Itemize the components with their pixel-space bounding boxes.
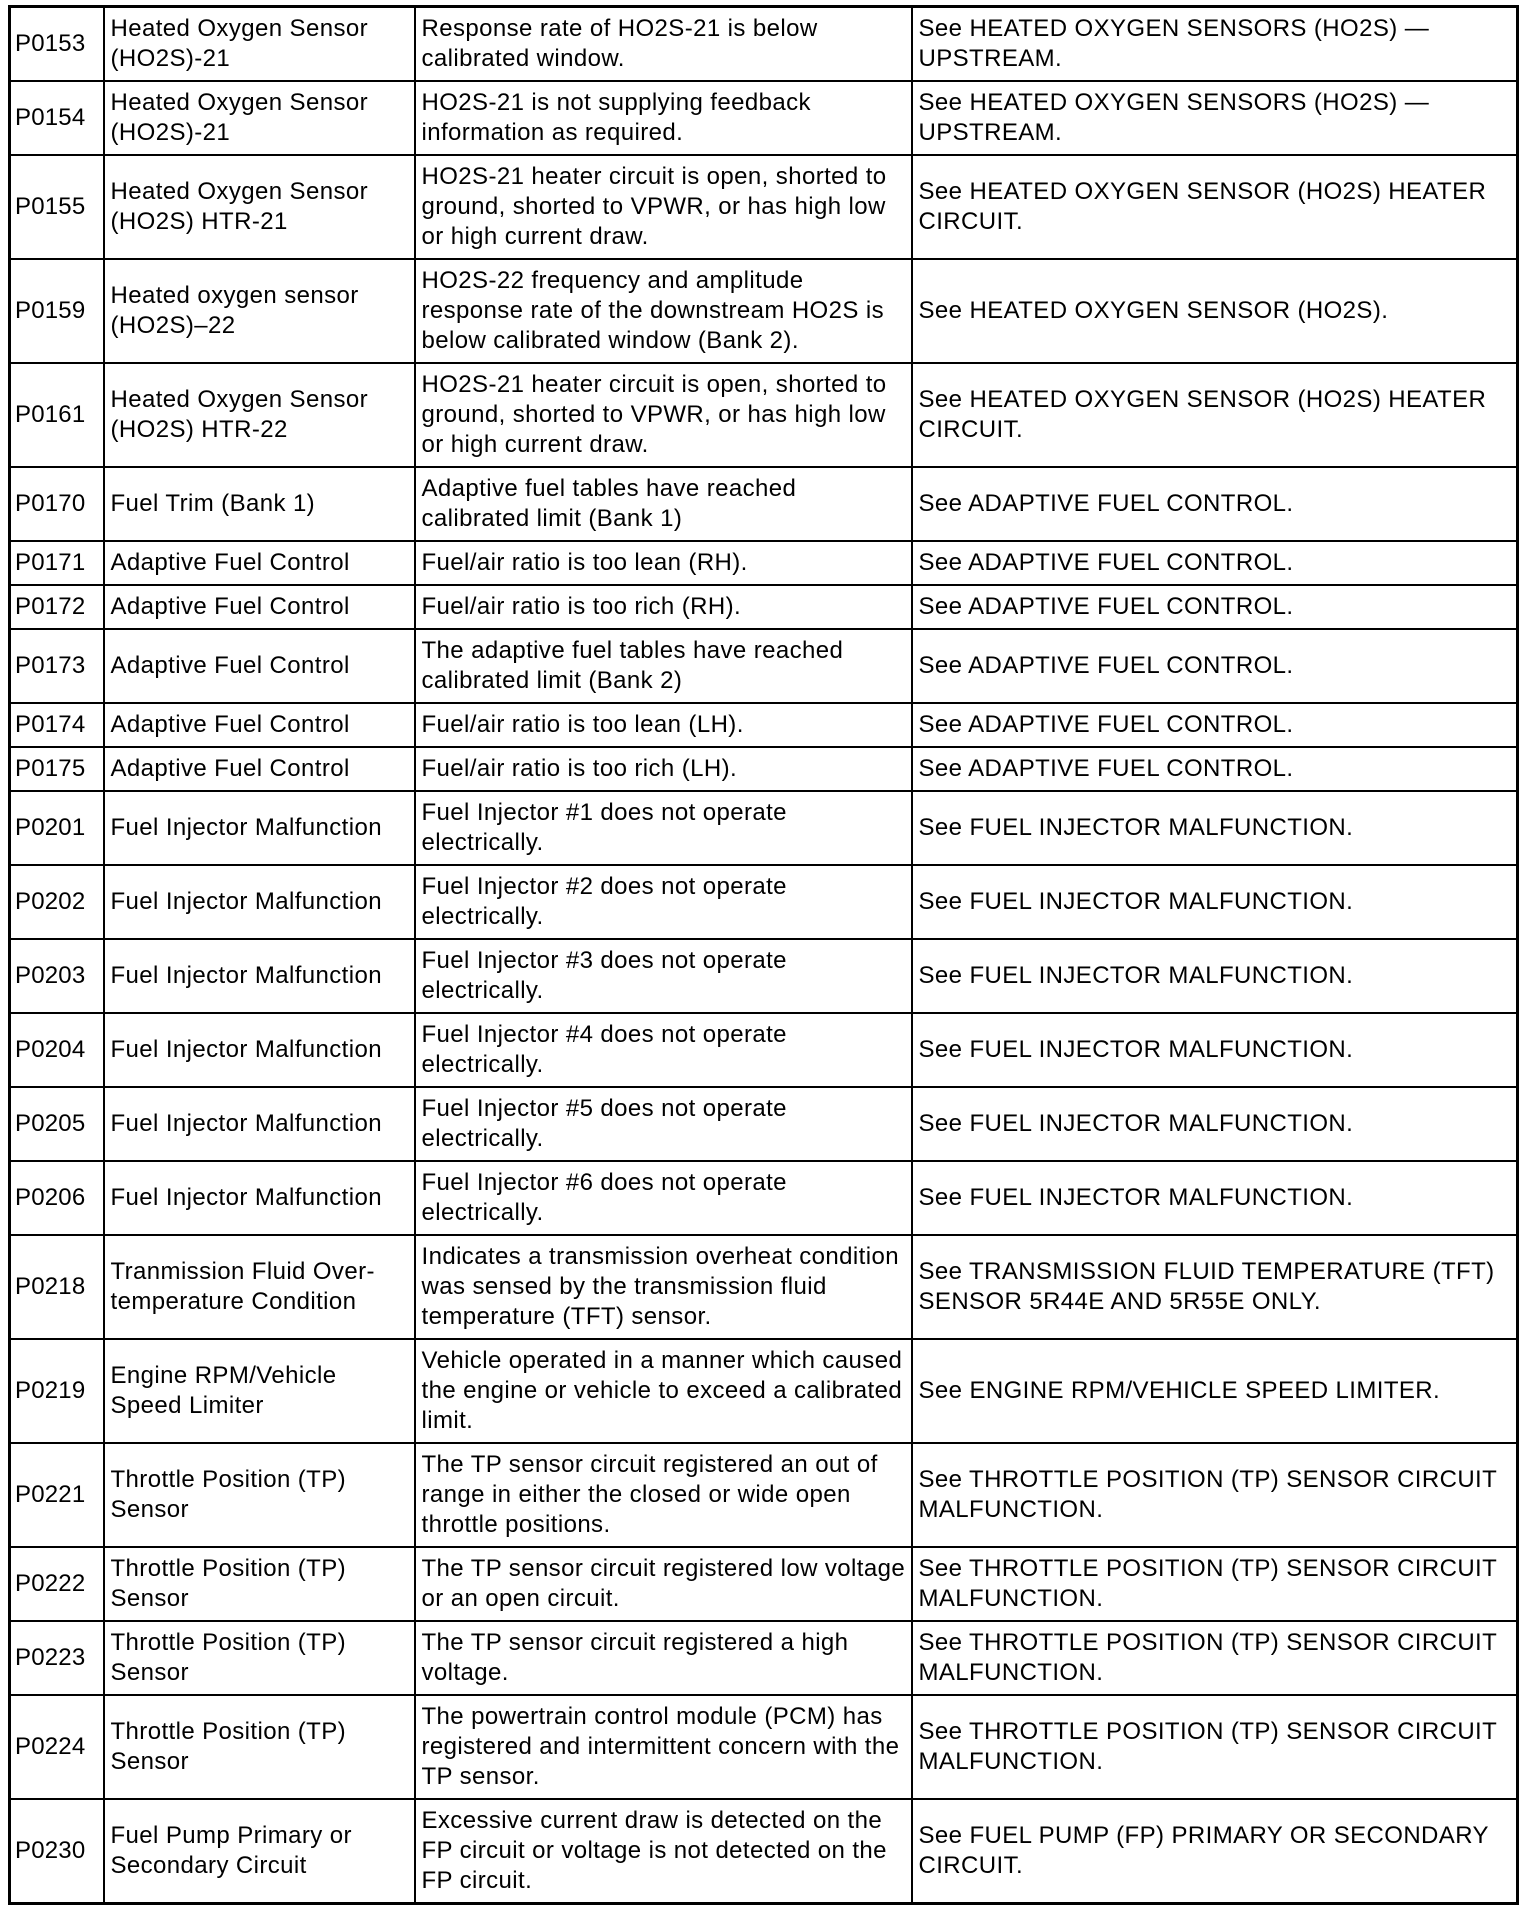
table-row [10,939,1518,1013]
table-row [10,81,1518,155]
dtc-code-cell: P0222 [10,1547,104,1621]
dtc-name-cell: Throttle Position (TP) Sensor [104,1695,415,1799]
table-row [10,155,1518,259]
dtc-name-cell: Adaptive Fuel Control [104,703,415,747]
dtc-action-cell: See FUEL PUMP (FP) PRIMARY OR SECONDARY CIRCUIT. [912,1799,1518,1904]
dtc-name-cell: Heated oxygen sensor (HO2S)–22 [104,259,415,363]
dtc-condition-cell: Fuel Injector #4 does not operate electrically. [415,1013,912,1087]
dtc-action-cell: See HEATED OXYGEN SENSORS (HO2S) — UPSTREAM. [912,81,1518,155]
dtc-condition-cell: Fuel/air ratio is too rich (RH). [415,585,912,629]
table-row [10,585,1518,629]
dtc-condition-cell: Fuel Injector #1 does not operate electrically. [415,791,912,865]
dtc-code-cell: P0173 [10,629,104,703]
dtc-condition-cell: The TP sensor circuit registered a high voltage. [415,1621,912,1695]
table-row [10,747,1518,791]
dtc-code-cell: P0204 [10,1013,104,1087]
dtc-condition-cell: The powertrain control module (PCM) has registered and intermittent concern with the TP sensor. [415,1695,912,1799]
table-row [10,1235,1518,1339]
dtc-code-cell: P0205 [10,1087,104,1161]
dtc-code-cell: P0221 [10,1443,104,1547]
dtc-code-cell: P0206 [10,1161,104,1235]
table-row [10,467,1518,541]
dtc-name-cell: Fuel Injector Malfunction [104,939,415,1013]
table-row [10,1013,1518,1087]
dtc-action-cell: See FUEL INJECTOR MALFUNCTION. [912,1013,1518,1087]
table-row [10,865,1518,939]
dtc-condition-cell: The TP sensor circuit registered an out of range in either the closed or wide open throttle positions. [415,1443,912,1547]
dtc-action-cell: See HEATED OXYGEN SENSOR (HO2S) HEATER CIRCUIT. [912,363,1518,467]
dtc-code-cell: P0170 [10,467,104,541]
dtc-action-cell: See ADAPTIVE FUEL CONTROL. [912,585,1518,629]
dtc-action-cell: See HEATED OXYGEN SENSORS (HO2S) — UPSTREAM. [912,7,1518,82]
dtc-name-cell: Heated Oxygen Sensor (HO2S) HTR-22 [104,363,415,467]
dtc-code-cell: P0172 [10,585,104,629]
table-row [10,1161,1518,1235]
dtc-condition-cell: Response rate of HO2S-21 is below calibrated window. [415,7,912,82]
dtc-condition-cell: The adaptive fuel tables have reached calibrated limit (Bank 2) [415,629,912,703]
table-row [10,541,1518,585]
dtc-code-cell: P0174 [10,703,104,747]
table-row [10,363,1518,467]
dtc-action-cell: See THROTTLE POSITION (TP) SENSOR CIRCUIT MALFUNCTION. [912,1443,1518,1547]
table-row [10,1339,1518,1443]
dtc-code-cell: P0203 [10,939,104,1013]
dtc-condition-cell: HO2S-21 heater circuit is open, shorted to ground, shorted to VPWR, or has high low or high current draw. [415,363,912,467]
table-row [10,259,1518,363]
dtc-name-cell: Heated Oxygen Sensor (HO2S) HTR-21 [104,155,415,259]
dtc-code-cell: P0171 [10,541,104,585]
table-row [10,1087,1518,1161]
dtc-action-cell: See ADAPTIVE FUEL CONTROL. [912,467,1518,541]
table-row [10,629,1518,703]
dtc-name-cell: Fuel Injector Malfunction [104,1013,415,1087]
dtc-code-cell: P0201 [10,791,104,865]
dtc-code-cell: P0223 [10,1621,104,1695]
dtc-condition-cell: Vehicle operated in a manner which caused the engine or vehicle to exceed a calibrated limit. [415,1339,912,1443]
dtc-condition-cell: Fuel Injector #3 does not operate electrically. [415,939,912,1013]
dtc-name-cell: Fuel Injector Malfunction [104,1087,415,1161]
dtc-action-cell: See FUEL INJECTOR MALFUNCTION. [912,1087,1518,1161]
dtc-name-cell: Fuel Injector Malfunction [104,1161,415,1235]
dtc-condition-cell: Fuel/air ratio is too rich (LH). [415,747,912,791]
table-row [10,791,1518,865]
dtc-action-cell: See ADAPTIVE FUEL CONTROL. [912,629,1518,703]
dtc-name-cell: Adaptive Fuel Control [104,585,415,629]
dtc-code-cell: P0153 [10,7,104,82]
dtc-name-cell: Adaptive Fuel Control [104,629,415,703]
dtc-table-body [10,7,1518,1904]
table-row [10,703,1518,747]
dtc-code-cell: P0159 [10,259,104,363]
dtc-condition-cell: HO2S-22 frequency and amplitude response rate of the downstream HO2S is below calibrated window (Bank 2). [415,259,912,363]
dtc-action-cell: See TRANSMISSION FLUID TEMPERATURE (TFT) SENSOR 5R44E AND 5R55E ONLY. [912,1235,1518,1339]
dtc-action-cell: See HEATED OXYGEN SENSOR (HO2S) HEATER CIRCUIT. [912,155,1518,259]
dtc-action-cell: See FUEL INJECTOR MALFUNCTION. [912,1161,1518,1235]
dtc-condition-cell: HO2S-21 is not supplying feedback information as required. [415,81,912,155]
dtc-name-cell: Fuel Injector Malfunction [104,791,415,865]
dtc-condition-cell: Fuel Injector #2 does not operate electrically. [415,865,912,939]
table-row [10,1695,1518,1799]
dtc-action-cell: See THROTTLE POSITION (TP) SENSOR CIRCUIT MALFUNCTION. [912,1621,1518,1695]
dtc-action-cell: See ADAPTIVE FUEL CONTROL. [912,541,1518,585]
dtc-name-cell: Heated Oxygen Sensor (HO2S)-21 [104,81,415,155]
dtc-name-cell: Heated Oxygen Sensor (HO2S)-21 [104,7,415,82]
dtc-name-cell: Fuel Injector Malfunction [104,865,415,939]
table-row [10,1799,1518,1904]
dtc-name-cell: Fuel Trim (Bank 1) [104,467,415,541]
table-row [10,1443,1518,1547]
dtc-action-cell: See FUEL INJECTOR MALFUNCTION. [912,865,1518,939]
table-row [10,1621,1518,1695]
dtc-table [8,5,1519,1905]
dtc-condition-cell: Indicates a transmission overheat condition was sensed by the transmission fluid temperature (TFT) sensor. [415,1235,912,1339]
dtc-condition-cell: Fuel/air ratio is too lean (LH). [415,703,912,747]
dtc-name-cell: Engine RPM/Vehicle Speed Limiter [104,1339,415,1443]
dtc-code-cell: P0230 [10,1799,104,1904]
dtc-name-cell: Throttle Position (TP) Sensor [104,1547,415,1621]
dtc-code-cell: P0175 [10,747,104,791]
dtc-action-cell: See ADAPTIVE FUEL CONTROL. [912,703,1518,747]
dtc-code-cell: P0154 [10,81,104,155]
dtc-action-cell: See ADAPTIVE FUEL CONTROL. [912,747,1518,791]
dtc-name-cell: Adaptive Fuel Control [104,541,415,585]
dtc-code-cell: P0161 [10,363,104,467]
dtc-condition-cell: Adaptive fuel tables have reached calibrated limit (Bank 1) [415,467,912,541]
dtc-condition-cell: HO2S-21 heater circuit is open, shorted to ground, shorted to VPWR, or has high low or high current draw. [415,155,912,259]
table-row [10,7,1518,82]
dtc-code-cell: P0218 [10,1235,104,1339]
dtc-code-cell: P0224 [10,1695,104,1799]
dtc-action-cell: See THROTTLE POSITION (TP) SENSOR CIRCUIT MALFUNCTION. [912,1547,1518,1621]
dtc-code-cell: P0202 [10,865,104,939]
dtc-action-cell: See FUEL INJECTOR MALFUNCTION. [912,791,1518,865]
dtc-name-cell: Throttle Position (TP) Sensor [104,1621,415,1695]
dtc-name-cell: Adaptive Fuel Control [104,747,415,791]
dtc-action-cell: See FUEL INJECTOR MALFUNCTION. [912,939,1518,1013]
dtc-code-cell: P0219 [10,1339,104,1443]
dtc-condition-cell: The TP sensor circuit registered low voltage or an open circuit. [415,1547,912,1621]
table-row [10,1547,1518,1621]
dtc-action-cell: See HEATED OXYGEN SENSOR (HO2S). [912,259,1518,363]
dtc-condition-cell: Excessive current draw is detected on the FP circuit or voltage is not detected on the FP circuit. [415,1799,912,1904]
dtc-code-cell: P0155 [10,155,104,259]
dtc-name-cell: Tranmission Fluid Over-temperature Condition [104,1235,415,1339]
dtc-condition-cell: Fuel/air ratio is too lean (RH). [415,541,912,585]
dtc-action-cell: See ENGINE RPM/VEHICLE SPEED LIMITER. [912,1339,1518,1443]
dtc-name-cell: Fuel Pump Primary or Secondary Circuit [104,1799,415,1904]
dtc-condition-cell: Fuel Injector #6 does not operate electrically. [415,1161,912,1235]
dtc-name-cell: Throttle Position (TP) Sensor [104,1443,415,1547]
dtc-action-cell: See THROTTLE POSITION (TP) SENSOR CIRCUIT MALFUNCTION. [912,1695,1518,1799]
dtc-condition-cell: Fuel Injector #5 does not operate electrically. [415,1087,912,1161]
